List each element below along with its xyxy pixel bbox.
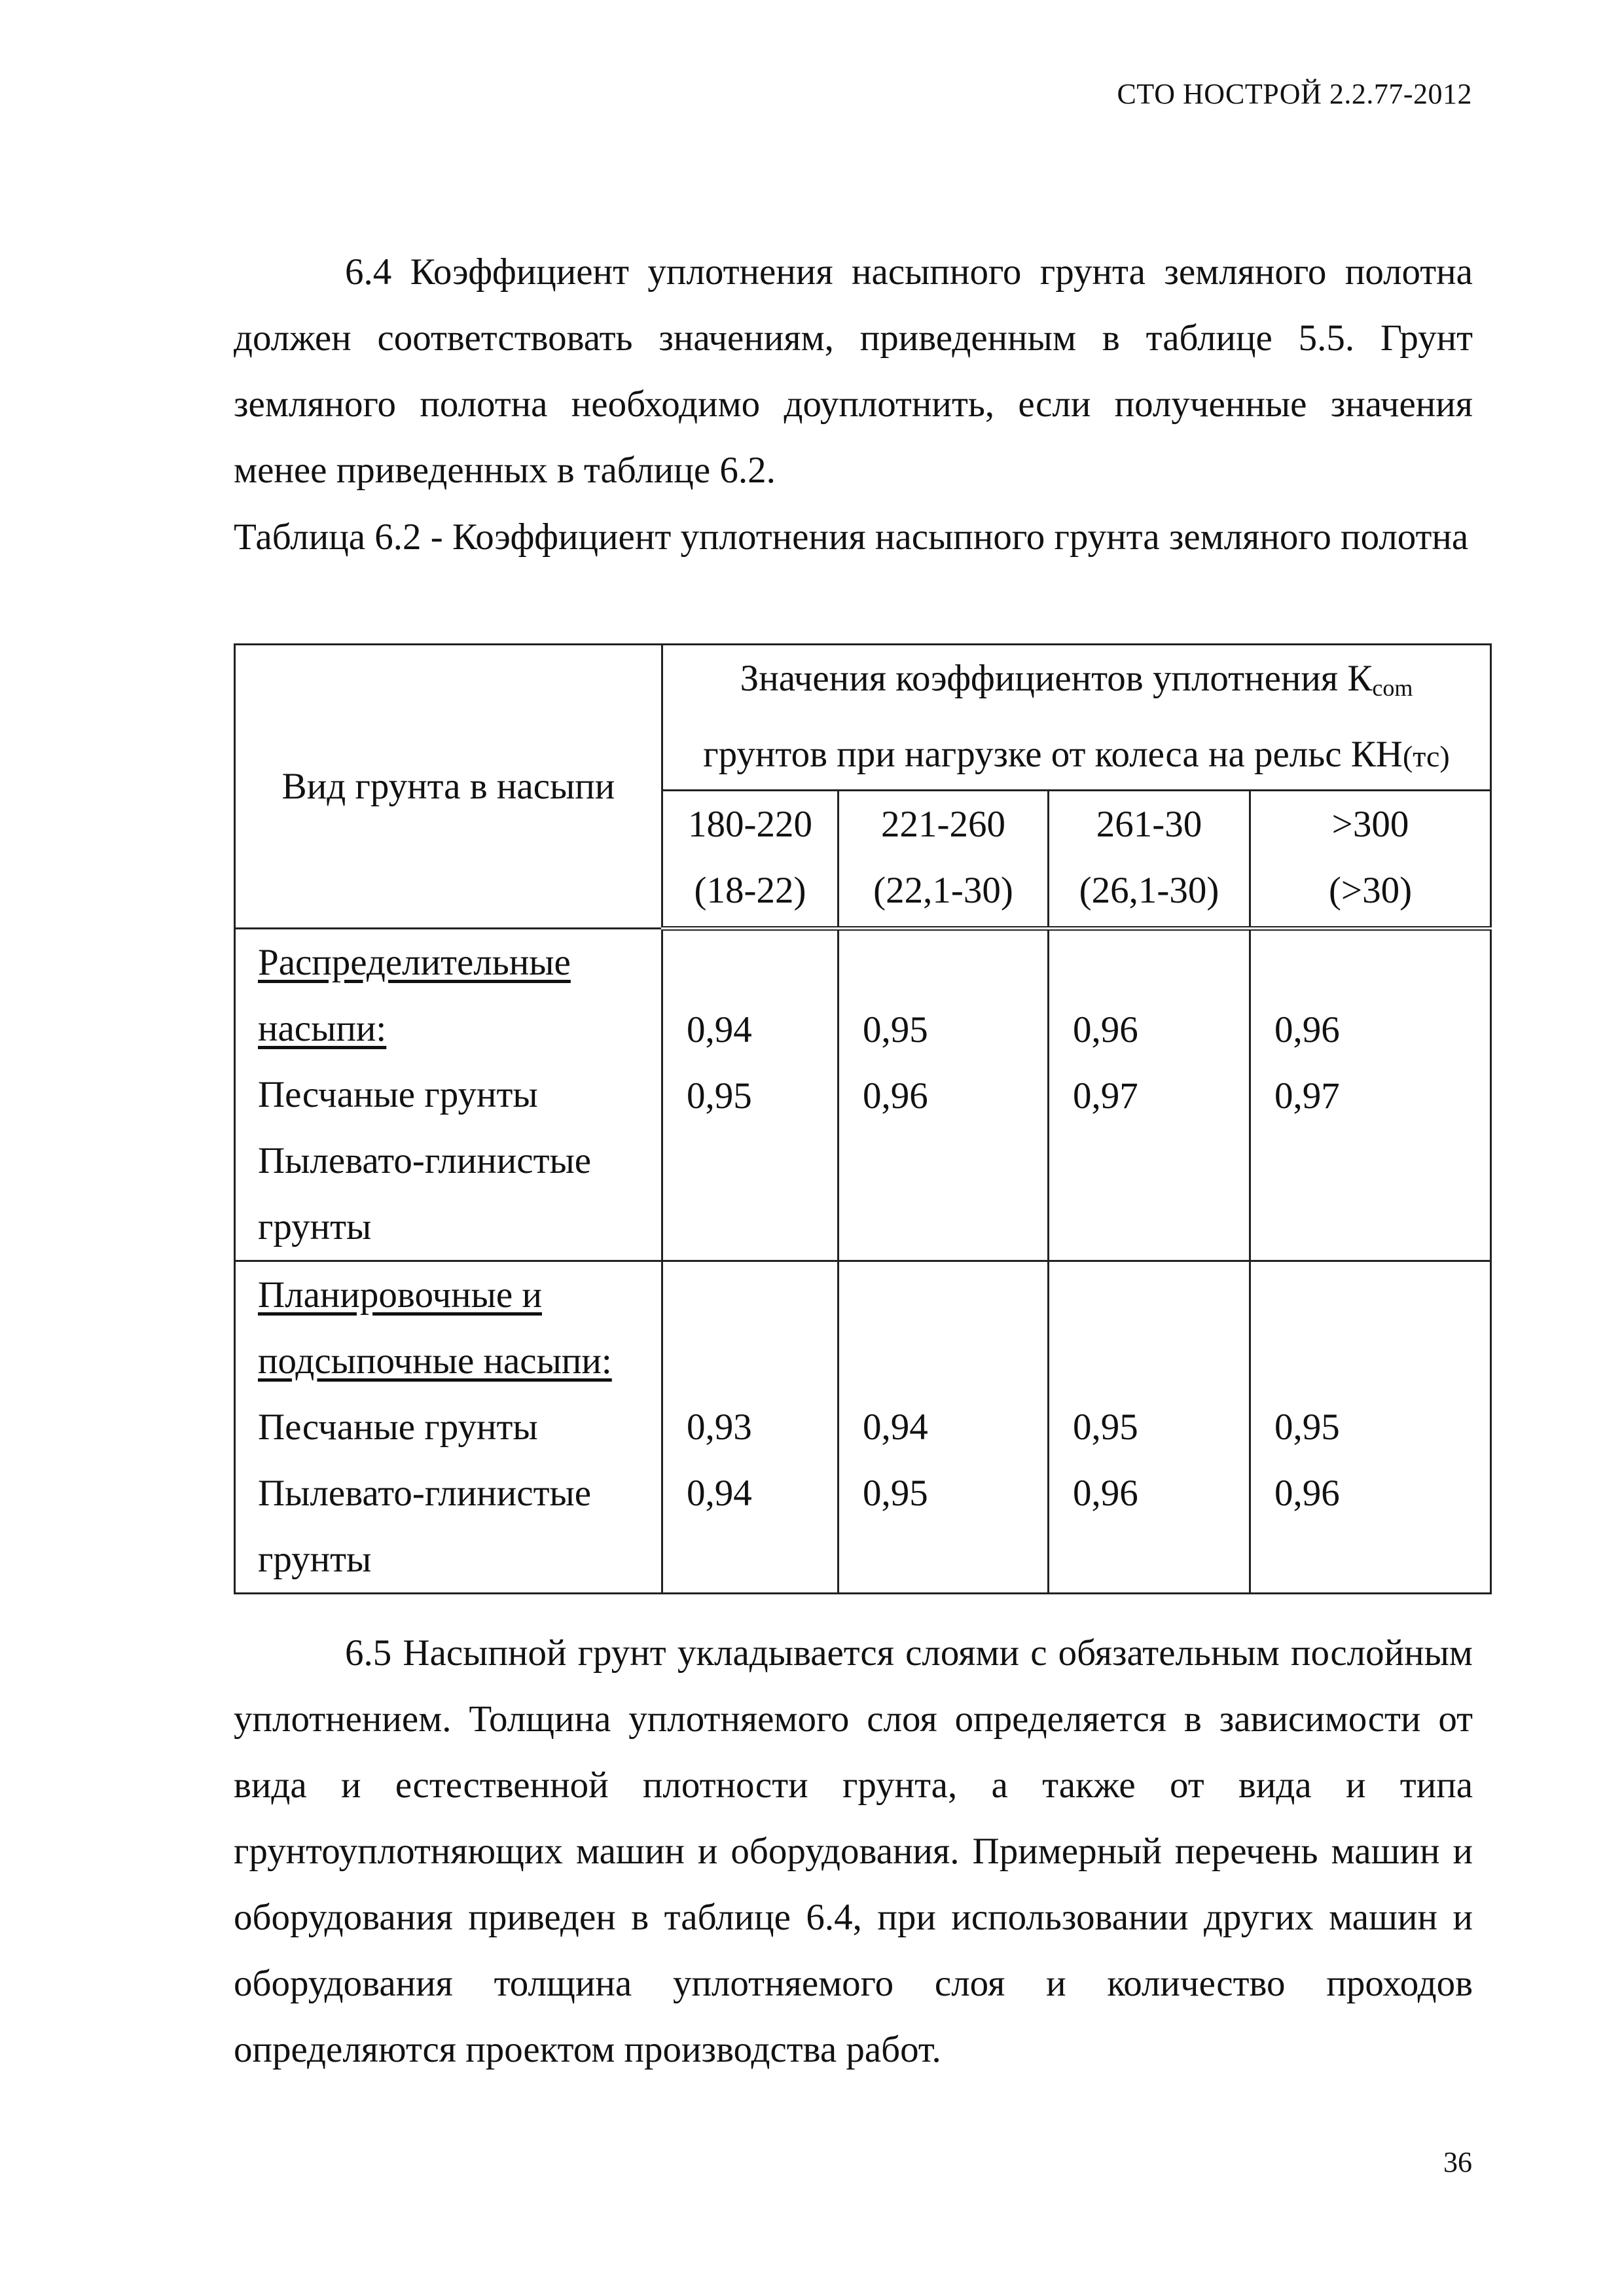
row2-label-line2: грунты — [258, 1206, 372, 1247]
main-header-line1: Значения коэффициентов уплотнения К — [740, 658, 1373, 699]
value-row2: 0,95 — [863, 1473, 928, 1514]
value-row1: 0,93 — [687, 1407, 752, 1448]
main-column-header — [662, 645, 1491, 791]
group-title-line2: насыпи: — [258, 1008, 387, 1049]
paragraph-6-4-text: 6.4 Коэффициент уплотнения насыпного грунта земляного полотна должен соответствовать значениям, приведенным в таблице 5.5. Грунт земляного полотна необходимо доуплотнить, если полученные значения менее приведенных в таблице 6.2. — [234, 251, 1473, 491]
column-header-sub: (26,1-30) — [1079, 870, 1219, 911]
main-header-unit: (тс) — [1402, 740, 1450, 773]
table-caption: Таблица 6.2 - Коэффициент уплотнения насыпного грунта земляного полотна — [234, 516, 1469, 558]
row2-label-line2: грунты — [258, 1539, 372, 1580]
value-row1: 0,95 — [863, 1009, 928, 1050]
row1-label: Песчаные грунты — [258, 1074, 538, 1115]
row-header-soil-type: Вид грунта в насыпи — [235, 645, 662, 929]
column-header-range: >300 — [1331, 804, 1409, 845]
group-title-line1: Распределительные — [258, 942, 571, 983]
main-header-subscript: com — [1372, 675, 1413, 701]
value-row2: 0,96 — [863, 1075, 928, 1117]
paragraph-6-5-text: 6.5 Насыпной грунт укладывается слоями с обязательным послойным уплотнением. Толщина уплотняемого слоя определяется в зависимости от вида и естественной плотности грунта, а также от вида и типа грунтоуплотняющих машин и оборудования. Примерный перечень машин и оборудования приведен в таблице 6.4, при использовании других машин и оборудования толщина уплотняемого слоя и количество проходов определяются проектом производства работ. — [234, 1632, 1473, 2070]
table-row — [235, 929, 1491, 1261]
row1-label: Песчаные грунты — [258, 1407, 538, 1448]
column-header-1 — [662, 791, 839, 929]
table-row — [235, 1261, 1491, 1594]
soil-type-cell — [235, 1261, 662, 1594]
column-header-3 — [1049, 791, 1250, 929]
value-row2: 0,96 — [1274, 1473, 1340, 1514]
column-header-range: 180-220 — [688, 804, 812, 845]
value-row1: 0,94 — [687, 1009, 752, 1050]
value-row1: 0,95 — [1274, 1407, 1340, 1448]
column-header-range: 221-260 — [881, 804, 1005, 845]
value-row2: 0,94 — [687, 1473, 752, 1514]
value-cell — [662, 1261, 839, 1594]
compaction-coefficient-table — [234, 643, 1492, 1594]
value-row1: 0,96 — [1073, 1009, 1138, 1050]
value-row2: 0,95 — [687, 1075, 752, 1117]
value-cell — [1250, 1261, 1491, 1594]
column-header-range: 261-30 — [1096, 804, 1202, 845]
value-row1: 0,94 — [863, 1407, 928, 1448]
soil-type-cell — [235, 929, 662, 1261]
group-title-line2: подсыпочные насыпи: — [258, 1340, 612, 1382]
value-cell — [662, 929, 839, 1261]
value-cell — [1250, 929, 1491, 1261]
document-code-header: СТО НОСТРОЙ 2.2.77-2012 — [1117, 78, 1472, 110]
column-header-2 — [839, 791, 1049, 929]
value-row2: 0,96 — [1073, 1473, 1138, 1514]
row2-label-line1: Пылевато-глинистые — [258, 1140, 592, 1181]
value-cell — [839, 929, 1049, 1261]
group-title-line1: Планировочные и — [258, 1274, 542, 1316]
value-cell — [839, 1261, 1049, 1594]
value-row2: 0,97 — [1073, 1075, 1138, 1117]
value-cell — [1049, 929, 1250, 1261]
value-row1: 0,95 — [1073, 1407, 1138, 1448]
paragraph-6-5 — [234, 1620, 1473, 2083]
paragraph-6-4 — [234, 239, 1473, 503]
value-row2: 0,97 — [1274, 1075, 1340, 1117]
row2-label-line1: Пылевато-глинистые — [258, 1473, 592, 1514]
value-row1: 0,96 — [1274, 1009, 1340, 1050]
column-header-sub: (18-22) — [694, 870, 806, 911]
column-header-4 — [1250, 791, 1491, 929]
column-header-sub: (>30) — [1328, 870, 1413, 911]
main-header-line2: грунтов при нагрузке от колеса на рельс КН — [703, 734, 1403, 775]
page-number: 36 — [1443, 2146, 1472, 2178]
column-header-sub: (22,1-30) — [873, 870, 1013, 911]
value-cell — [1049, 1261, 1250, 1594]
